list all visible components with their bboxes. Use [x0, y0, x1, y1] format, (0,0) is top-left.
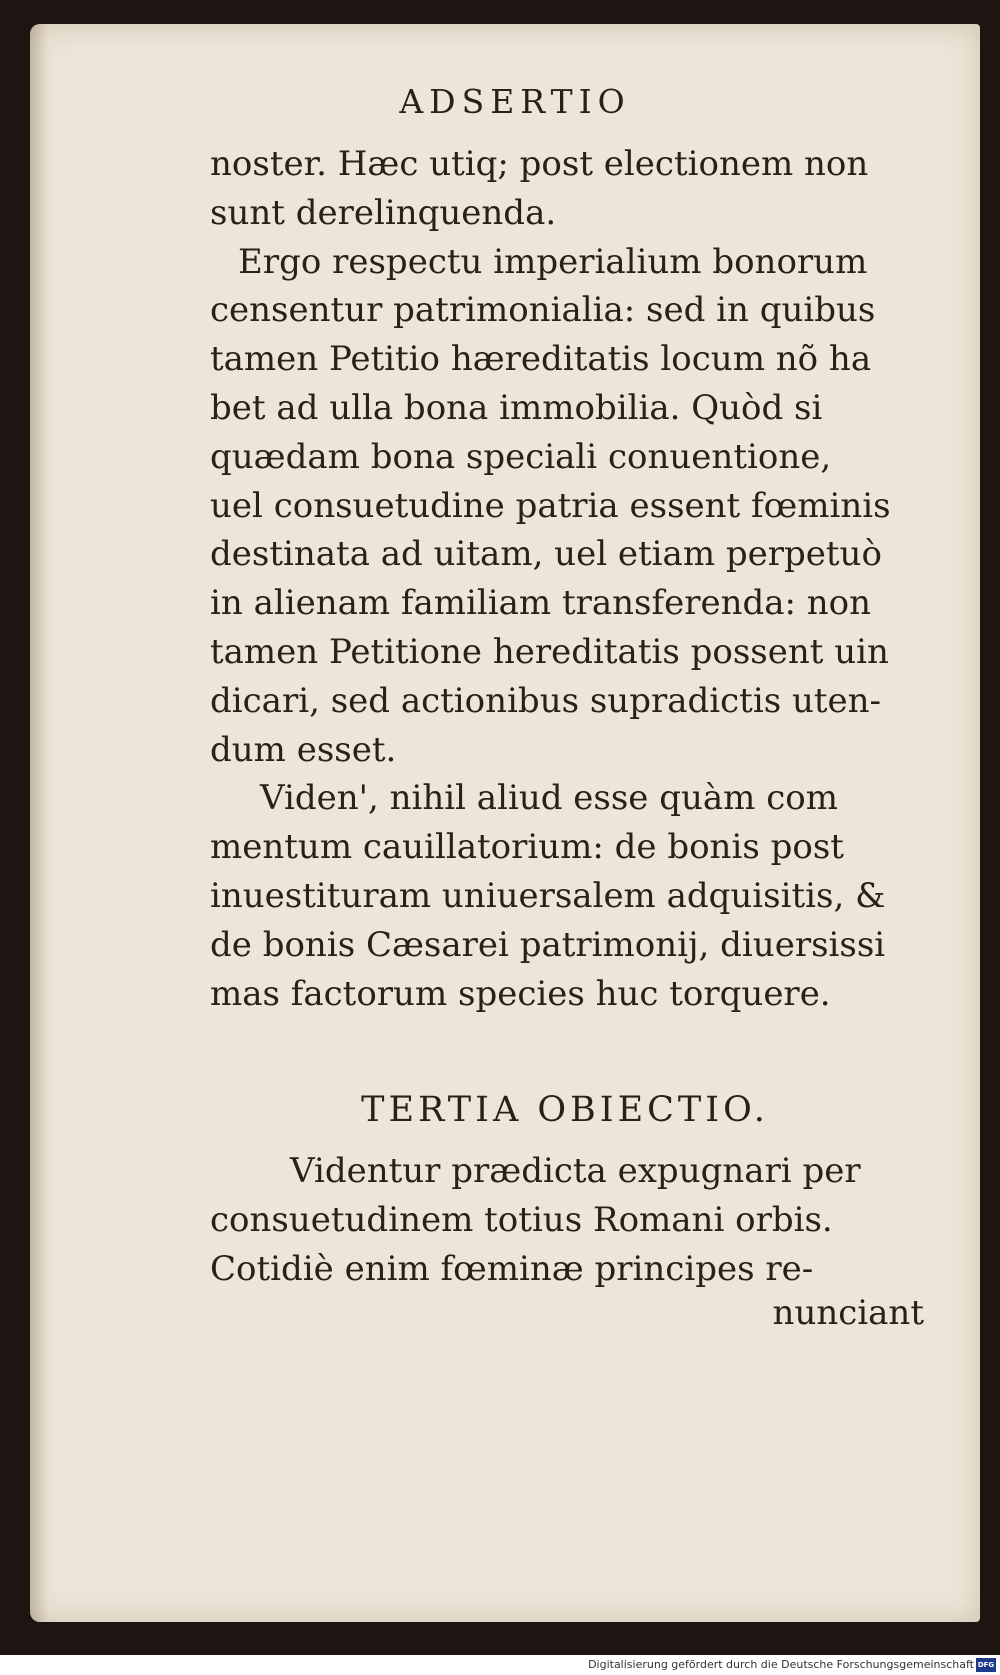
- text-line: bet ad ulla bona immobilia. Quòd si: [210, 387, 823, 428]
- text-block-second: [210, 1147, 920, 1293]
- text-line: Ergo respectu imperialium bonorum: [238, 241, 868, 282]
- text-line: dicari, sed actionibus supradictis uten-: [210, 680, 882, 721]
- text-line: tamen Petitione hereditatis possent uin: [210, 631, 889, 672]
- footer-text: Digitalisierung gefördert durch die Deutsche Forschungsgemeinschaft: [588, 1658, 974, 1671]
- text-line: in alienam familiam transferenda: non: [210, 583, 872, 624]
- text-block-main: [210, 140, 920, 1018]
- text-line: mas factorum species huc torquere.: [210, 973, 831, 1014]
- text-line: tamen Petitio hæreditatis locum nõ ha: [210, 339, 872, 380]
- text-line: noster. Hæc utiq; post electionem non: [210, 144, 869, 184]
- text-line: quædam bona speciali conuentione,: [210, 436, 832, 477]
- dfg-logo-badge: DFG: [976, 1658, 996, 1672]
- running-header: ADSERTIO: [399, 82, 631, 121]
- text-line: consuetudinem totius Romani orbis.: [210, 1199, 833, 1240]
- text-line: sunt derelinquenda.: [210, 192, 557, 233]
- text-line: mentum cauillatorium: de bonis post: [210, 827, 844, 868]
- text-line: Cotidiè enim fœminæ principes re-: [210, 1248, 814, 1289]
- digitization-footer: [0, 1655, 1000, 1675]
- text-line: destinata ad uitam, uel etiam perpetuò: [210, 534, 882, 575]
- page-gutter-shadow: [30, 24, 48, 1622]
- text-line: uel consuetudine patria essent fœminis: [210, 485, 891, 526]
- text-line: de bonis Cæsarei patrimonij, diuersissi: [210, 924, 886, 965]
- text-line: Videntur prædicta expugnari per: [290, 1151, 861, 1191]
- text-line: dum esset.: [210, 729, 397, 770]
- text-line: censentur patrimonialia: sed in quibus: [210, 290, 876, 331]
- section-heading: TERTIA OBIECTIO.: [361, 1090, 769, 1130]
- text-line: inuestituram uniuersalem adquisitis, &: [210, 875, 886, 916]
- catchword: nunciant: [772, 1293, 924, 1333]
- text-line: Viden', nihil aliud esse quàm com: [260, 778, 838, 819]
